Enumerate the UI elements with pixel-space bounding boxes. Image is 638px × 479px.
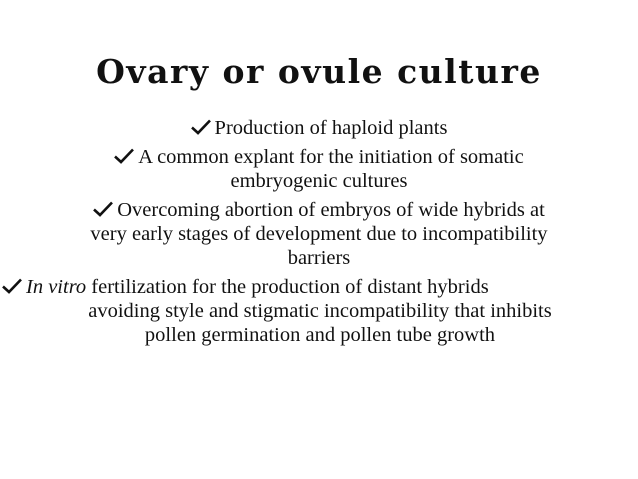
bullet-text: A common explant for the initiation of somatic [138, 146, 524, 168]
bullet-item [0, 198, 638, 270]
bullet-text: embryogenic cultures [230, 170, 408, 192]
checkmark-icon [191, 119, 211, 135]
bullet-text: very early stages of development due to incompatibility [90, 223, 548, 245]
checkmark-icon [93, 201, 113, 217]
italic-lead: In vitro [26, 276, 87, 298]
checkmark-icon [2, 278, 22, 294]
bullet-item [0, 116, 638, 140]
bullet-list [0, 116, 638, 347]
bullet-text: Overcoming abortion of embryos of wide hybrids at [117, 199, 545, 221]
bullet-text: avoiding style and stigmatic incompatibility that inhibits [88, 300, 552, 322]
bullet-text: Production of haploid plants [214, 117, 448, 139]
bullet-text: barriers [287, 247, 351, 269]
checkmark-icon [114, 148, 134, 164]
bullet-item [0, 145, 638, 193]
slide-title: Ovary or ovule culture [96, 52, 542, 91]
bullet-text: pollen germination and pollen tube growth [144, 324, 496, 346]
bullet-text: fertilization for the production of distant hybrids [86, 276, 489, 298]
bullet-item [0, 275, 638, 347]
